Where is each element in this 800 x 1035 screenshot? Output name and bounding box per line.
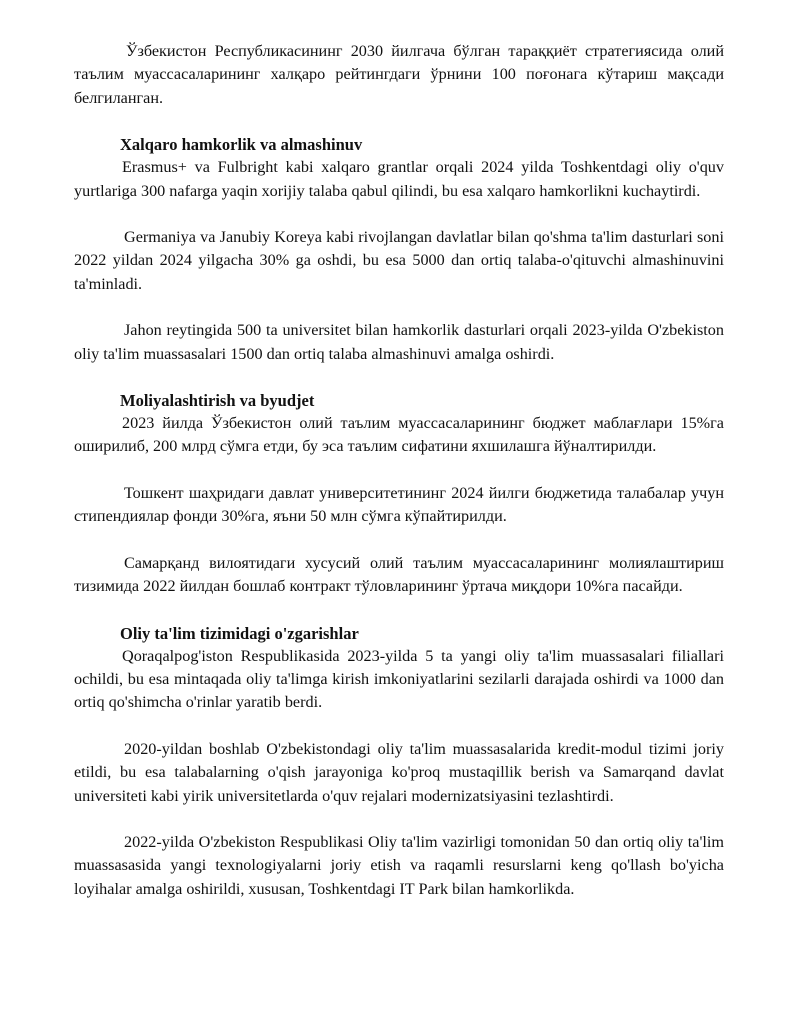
paragraph: Тошкент шаҳридаги давлат университетининг 2024 йилги бюджетида талабалар учун стипендиялар фонди 30%га, яъни 50 млн сўмга кўпайтирилди. bbox=[74, 483, 724, 526]
section-heading-financing-budget: Moliyalashtirish va byudjet bbox=[120, 391, 315, 411]
intro-paragraph: Ўзбекистон Республикасининг 2030 йилгача бўлган тараққиёт стратегиясида олий таълим муассасаларининг халқаро рейтингдаги ўрнини 100 поғонага кўтариш мақсади белгиланган. bbox=[74, 42, 724, 107]
paragraph: Erasmus+ va Fulbright kabi xalqaro grantlar orqali 2024 yilda Toshkentdagi oliy o'quv yurtlariga 300 nafarga yaqin xorijiy talaba qabul qilindi, bu esa xalqaro hamkorlikni kuchaytirdi. bbox=[74, 158, 724, 200]
paragraph: Qoraqalpog'iston Respublikasida 2023-yilda 5 ta yangi oliy ta'lim muassasalari filiallari ochildi, bu esa mintaqada oliy ta'limga kirish imkoniyatlarini sezilarli darajada oshirdi va 1000 dan ortiq qo'shimcha o'rinlar yaratib berdi. bbox=[74, 646, 724, 712]
paragraph: Germaniya va Janubiy Koreya kabi rivojlangan davlatlar bilan qo'shma ta'lim dasturlari soni 2022 yildan 2024 yilgacha 30% ga oshdi, bu esa 5000 dan ortiq talaba-o'qituvchi almashinuvini ta'minladi. bbox=[74, 228, 724, 293]
section-heading-international-cooperation: Xalqaro hamkorlik va almashinuv bbox=[120, 135, 363, 155]
paragraph: Jahon reytingida 500 ta universitet bilan hamkorlik dasturlari orqali 2023-yilda O'zbekiston oliy ta'lim muassasalari 1500 dan ortiq talaba almashinuvi amalga oshirdi. bbox=[74, 321, 724, 363]
paragraph: 2023 йилда Ўзбекистон олий таълим муассасаларининг бюджет маблағлари 15%га оширилиб, 200 млрд сўмга етди, бу эса таълим сифатини яхшилашга йўналтирилди. bbox=[74, 414, 724, 456]
paragraph: Самарқанд вилоятидаги хусусий олий таълим муассасаларининг молиялаштириш тизимида 2022 йилдан бошлаб контракт тўловларининг ўртача миқдори 10%га пасайди. bbox=[74, 553, 724, 596]
paragraph: 2022-yilda O'zbekiston Respublikasi Oliy ta'lim vazirligi tomonidan 50 dan ortiq oliy ta'lim muassasasida yangi texnologiyalarni joriy etish va raqamli resurslarni keng qo'llash bo'yicha loyihalar amalga oshirildi, xususan, Toshkentdagi IT Park bilan hamkorlikda. bbox=[74, 832, 724, 898]
paragraph: 2020-yildan boshlab O'zbekistondagi oliy ta'lim muassasalarida kredit-modul tizimi joriy etildi, bu esa talabalarning o'qish jarayoniga ko'proq mustaqillik berish va Samarqand davlat universiteti kabi yirik universitetlarda o'quv rejalari modernizatsiyasini tezlashtirdi. bbox=[74, 739, 724, 805]
section-heading-higher-education-changes: Oliy ta'lim tizimidagi o'zgarishlar bbox=[120, 623, 359, 643]
